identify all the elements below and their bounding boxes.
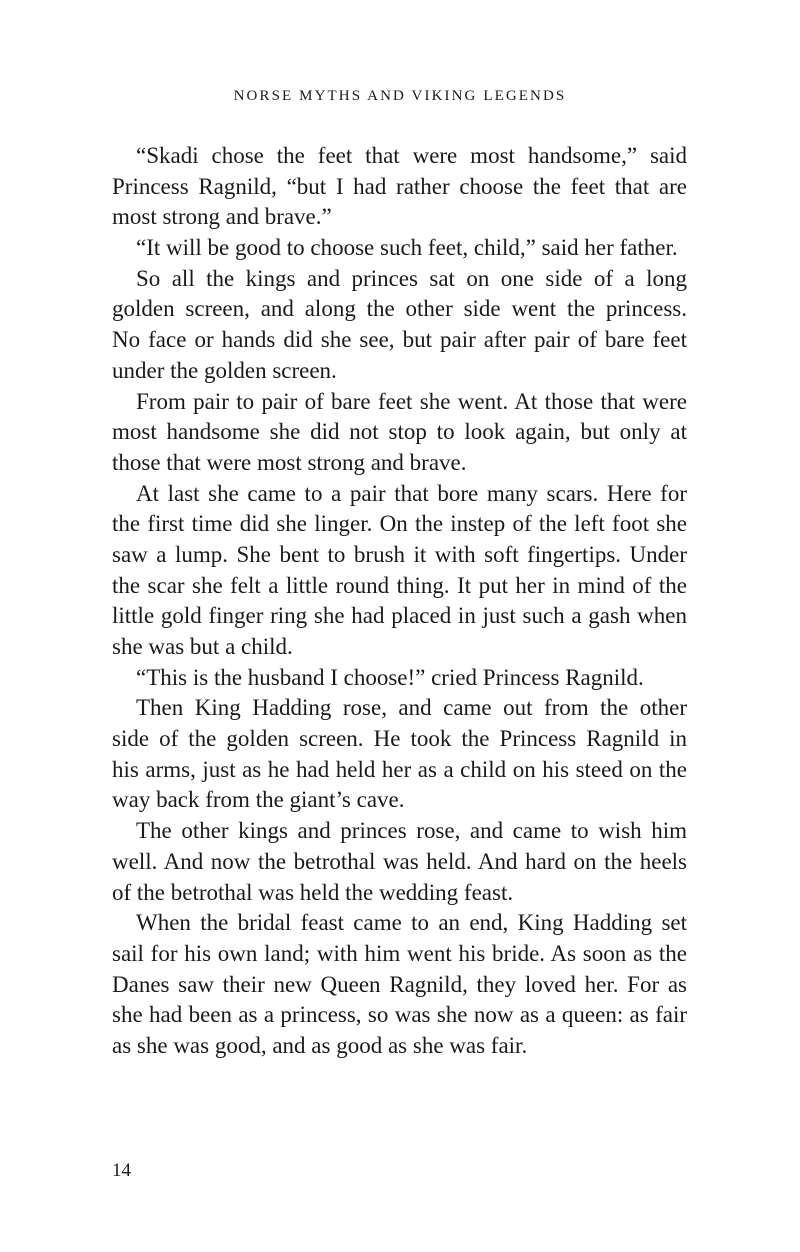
text-line: “Skadi chose the feet that were most handsome,” said bbox=[136, 143, 687, 168]
text-line: The other kings and princes rose, and came to wish him bbox=[136, 818, 687, 844]
text-line: well. And now the betrothal was held. And hard on the heels bbox=[112, 848, 687, 874]
paragraph bbox=[112, 908, 687, 1061]
paragraph bbox=[112, 141, 687, 233]
text-line: From pair to pair of bare feet she went. At those that were bbox=[136, 388, 687, 414]
text-line: little gold finger ring she had placed in just such a gash when bbox=[112, 603, 687, 629]
text-line: of the betrothal was held the wedding feast. bbox=[112, 879, 514, 905]
text-line: under the golden screen. bbox=[112, 357, 337, 383]
text-line: those that were most strong and brave. bbox=[112, 449, 467, 475]
text-line: the first time did she linger. On the instep of the left foot she bbox=[112, 511, 687, 537]
text-line: When the bridal feast came to an end, King Hadding set bbox=[136, 910, 687, 936]
text-line: Princess Ragnild, “but I had rather choose the feet that are bbox=[112, 173, 687, 199]
paragraph bbox=[112, 479, 687, 663]
text-line: side of the golden screen. He took the Princess Ragnild in bbox=[112, 726, 687, 752]
text-line: “This is the husband I choose!” cried Princess Ragnild. bbox=[136, 664, 644, 690]
text-line: she had been as a princess, so was she now as a queen: as fair bbox=[112, 1002, 687, 1028]
text-line: way back from the giant’s cave. bbox=[112, 787, 405, 813]
paragraph bbox=[112, 387, 687, 479]
running-head: NORSE MYTHS AND VIKING LEGENDS bbox=[233, 88, 567, 104]
page-number: 14 bbox=[112, 1160, 131, 1181]
text-line: his arms, just as he had held her as a child on his steed on the bbox=[112, 756, 687, 782]
body-text bbox=[112, 141, 687, 1062]
text-line: she was but a child. bbox=[112, 634, 293, 659]
text-line: most strong and brave.” bbox=[112, 204, 332, 230]
text-line: At last she came to a pair that bore many scars. Here for bbox=[136, 480, 687, 506]
text-line: as she was good, and as good as she was fair. bbox=[112, 1032, 528, 1058]
paragraph bbox=[112, 663, 687, 694]
text-line: golden screen, and along the other side went the princess. bbox=[112, 296, 687, 322]
text-line: Then King Hadding rose, and came out from the other bbox=[136, 695, 687, 721]
text-line: most handsome she did not stop to look again, but only at bbox=[112, 419, 687, 445]
text-line: saw a lump. She bent to brush it with soft fingertips. Under bbox=[112, 541, 687, 567]
paragraph bbox=[112, 816, 687, 908]
text-line: “It will be good to choose such feet, child,” said her father. bbox=[136, 235, 678, 261]
paragraph bbox=[112, 233, 687, 264]
paragraph bbox=[112, 264, 687, 387]
paragraph bbox=[112, 693, 687, 816]
text-line: sail for his own land; with him went his bride. As soon as the bbox=[112, 940, 687, 966]
text-line: So all the kings and princes sat on one side of a long bbox=[136, 265, 687, 291]
text-line: Danes saw their new Queen Ragnild, they loved her. For as bbox=[112, 971, 687, 997]
text-line: the scar she felt a little round thing. It put her in mind of the bbox=[112, 572, 687, 598]
text-line: No face or hands did she see, but pair after pair of bare feet bbox=[112, 327, 687, 353]
